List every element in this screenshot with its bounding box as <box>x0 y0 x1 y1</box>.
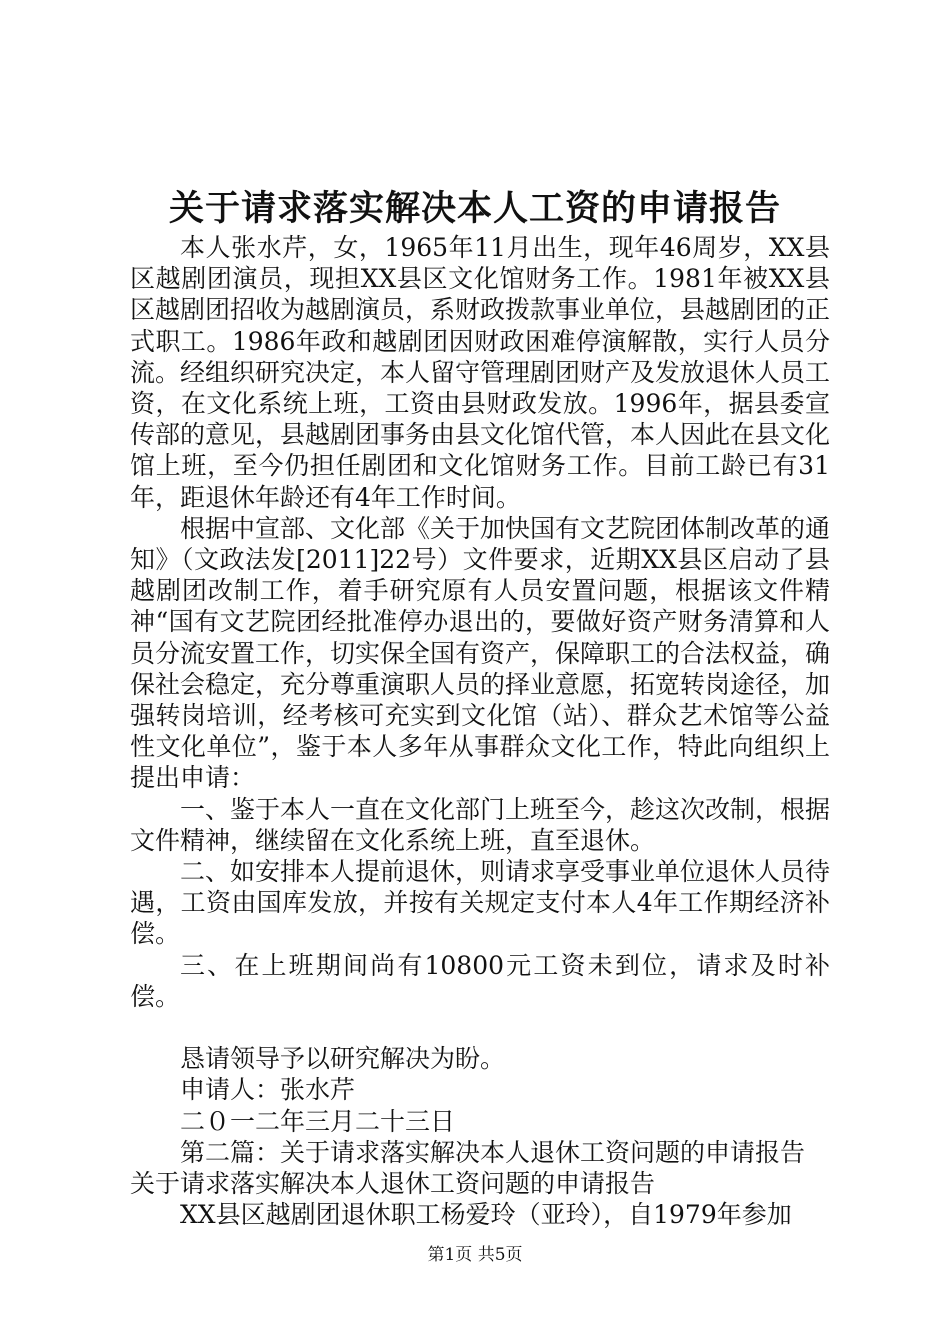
second-article-paragraph: XX县区越剧团退休职工杨爱玲（亚玲），自1979年参加 <box>180 1200 792 1230</box>
paragraph-request-three: 三、在上班期间尚有10800元工资未到位，请求及时补偿。 <box>130 950 830 1011</box>
paragraph-request-two: 二、如安排本人提前退休，则请求享受事业单位退休人员待遇，工资由国库发放，并按有关规定支付本人4年工作期经济补偿。 <box>130 857 831 949</box>
blank-line <box>130 1012 830 1043</box>
document-title: 关于请求落实解决本人工资的申请报告 <box>168 188 781 229</box>
second-article-heading: 第二篇：关于请求落实解决本人退休工资问题的申请报告 <box>180 1137 806 1167</box>
document-body <box>130 232 830 1230</box>
paragraph-request-one: 一、鉴于本人一直在文化部门上班至今，趁这次改制，根据文件精神，继续留在文化系统上班，直至退休。 <box>130 794 831 855</box>
paragraph-policy-basis: 根据中宣部、文化部《关于加快国有文艺院团体制改革的通知》（文政法发[2011]22号）文件要求，近期XX县区启动了县越剧团改制工作，着手研究原有人员安置问题，根据该文件精神“国有文艺院团经批准停办退出的，要做好资产财务清算和人员分流安置工作，切实保全国有资产，保障职工的合法权益，确保社会稳定，充分尊重演职人员的择业意愿，拓宽转岗途径，加强转岗培训，经考核可充实到文化馆（站）、群众艺术馆等公益性文化单位”，鉴于本人多年从事群众文化工作，特此向组织上提出申请： <box>130 513 831 793</box>
paragraph-personal-info: 本人张水芹，女，1965年11月出生，现年46周岁，XX县区越剧团演员，现担XX县区文化馆财务工作。1981年被XX县区越剧团招收为越剧演员，系财政拨款事业单位，县越剧团的正式职工。1986年政和越剧团因财政困难停演解散，实行人员分流。经组织研究决定，本人留守管理剧团财产及发放退休人员工资，在文化系统上班，工资由县财政发放。1996年，据县委宣传部的意见，县越剧团事务由县文化馆代管，本人因此在县文化馆上班，至今仍担任剧团和文化馆财务工作。目前工龄已有31年，距退休年龄还有4年工作时间。 <box>130 233 831 512</box>
page-footer: 第1页 共5页 <box>427 1245 523 1265</box>
closing-line: 恳请领导予以研究解决为盼。 <box>180 1044 506 1074</box>
second-article-title: 关于请求落实解决本人退休工资问题的申请报告 <box>130 1169 656 1199</box>
date-line: 二０一二年三月二十三日 <box>180 1106 456 1136</box>
applicant-line: 申请人：张水芹 <box>180 1075 356 1105</box>
